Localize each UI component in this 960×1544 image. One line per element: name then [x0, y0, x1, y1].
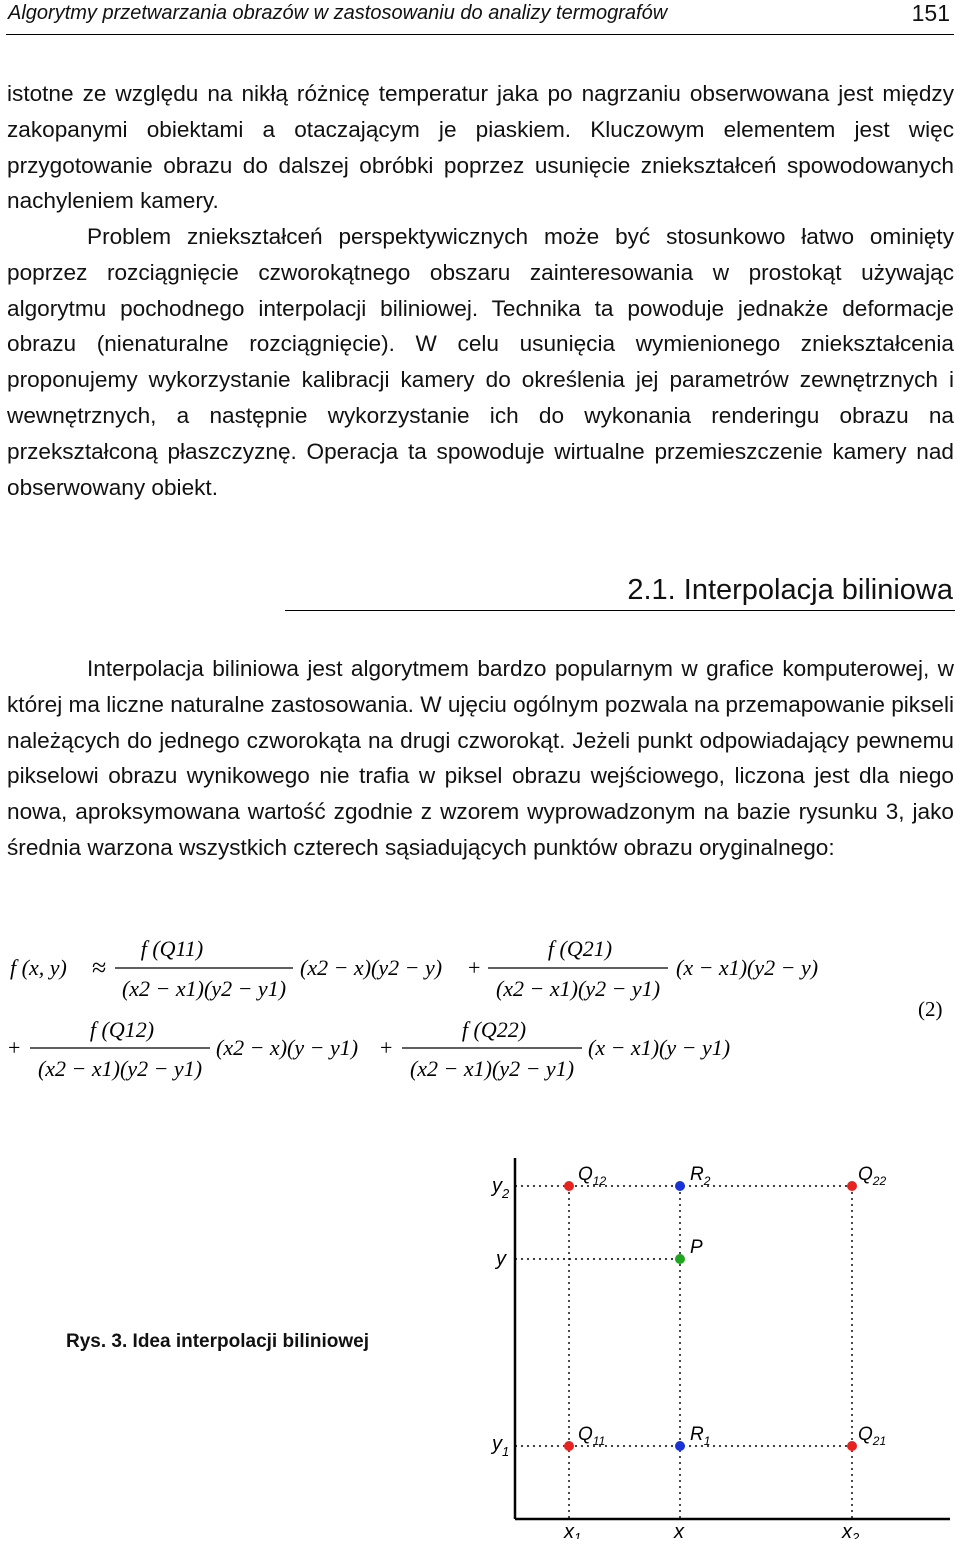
point-R2 [675, 1181, 685, 1191]
paragraph-3: Interpolacja biliniowa jest algorytmem bardzo popularnym w grafice komputerowej, w której ma liczne naturalne zastosowania. W ujęciu ogólnym pozwala na przemapowanie pikseli należących do jednego czworokąta na drugi czworokąt. Jeżeli punkt odpowiadający pewnemu pikselowi obrazu wynikowego nie trafia w piksel obrazu wejściowego, liczona jest dla niego nowa, aproksymowana wartość zgodnie z wzorem wyprowadzonym na bazie rysunku 3, jako średnia warzona wszystkich czterech sąsiadujących punktów obrazu oryginalnego: [7, 656, 954, 860]
label-Q22: $Q_{22}$ [858, 1164, 887, 1188]
label-y2-text: y [492, 1175, 502, 1197]
point-Q11 [564, 1441, 574, 1451]
header-title: Algorytmy przetwarzania obrazów w zastosowaniu do analizy termografów [8, 2, 668, 24]
eq-lhs: f (x, y) [10, 955, 67, 980]
eq-t4-den: (x2 − x1)(y2 − y1) [409, 1056, 575, 1081]
eq-t2-num: f (Q21) [547, 936, 613, 961]
eq-t2-factor: (x − x1)(y2 − y) [676, 955, 819, 980]
page-number: 151 [911, 0, 950, 26]
label-R2: $R_2$ [690, 1164, 711, 1188]
eq-t1-den: (x2 − x1)(y2 − y1) [121, 976, 287, 1001]
figure-bilinear [440, 1150, 960, 1539]
label-Q21: $Q_{21}$ [858, 1424, 887, 1448]
label-P: P [690, 1237, 703, 1258]
section-heading [285, 570, 955, 611]
eq-t1-factor: (x2 − x)(y2 − y) [300, 955, 443, 980]
label-y2: $y_2$ [492, 1175, 510, 1201]
eq-approx: ≈ [92, 953, 107, 982]
label-Q11: $Q_{11}$ [578, 1424, 606, 1448]
equation-2 [0, 930, 960, 1090]
label-x1: $x_1$ [564, 1521, 582, 1539]
eq-t1-num: f (Q11) [140, 936, 204, 961]
label-y: y [496, 1248, 506, 1270]
eq-plus-3: + [380, 1035, 393, 1060]
paragraph-2: Problem zniekształceń perspektywicznych może być stosunkowo łatwo ominięty poprzez rozciągnięcie czworokątnego obszaru zainteresowania w prostokąt używając algorytmu pochodnego interpolacji biliniowej. Technika ta powoduje jednakże deformacje obrazu (nienaturalne rozciągnięcie). W celu usunięcia wymienionego zniekształcenia proponujemy wykorzystanie kalibracji kamery do określenia jej parametrów zewnętrznych i wewnętrznych, a następnie wykorzystanie ich do wykonania renderingu obrazu na przekształconą płaszczyznę. Operacja ta spowoduje wirtualne przemieszczenie kamery nad obserwowany obiekt. [7, 224, 954, 500]
label-x2: $x_2$ [842, 1521, 860, 1539]
eq-number: (2) [918, 997, 943, 1021]
point-Q22 [847, 1181, 857, 1191]
eq-plus-2: + [8, 1035, 21, 1060]
section-title: 2.1. Interpolacja biliniowa [627, 574, 953, 606]
point-Q21 [847, 1441, 857, 1451]
paragraph-1: istotne ze względu na nikłą różnicę temperatur jaka po nagrzaniu obserwowana jest między zakopanymi obiektami a otaczającym je piaskiem. Kluczowym elementem jest więc przygotowanie obrazu do dalszej obróbki poprzez usunięcie zniekształceń spowodowanych nachyleniem kamery. [7, 81, 954, 214]
point-P [675, 1254, 685, 1264]
eq-t3-num: f (Q12) [89, 1017, 155, 1042]
eq-t3-factor: (x2 − x)(y − y1) [216, 1035, 359, 1060]
label-R1: $R_1$ [690, 1424, 711, 1448]
label-x: x [674, 1521, 684, 1539]
label-Q12: $Q_{12}$ [578, 1164, 607, 1188]
label-y1: $y_1$ [492, 1433, 510, 1459]
eq-plus-1: + [468, 955, 481, 980]
eq-t4-factor: (x − x1)(y − y1) [588, 1035, 731, 1060]
eq-t3-den: (x2 − x1)(y2 − y1) [37, 1056, 203, 1081]
eq-t2-den: (x2 − x1)(y2 − y1) [495, 976, 661, 1001]
figure-caption: Rys. 3. Idea interpolacji biliniowej [66, 1331, 370, 1352]
eq-t4-num: f (Q22) [461, 1017, 527, 1042]
point-Q12 [564, 1181, 574, 1191]
running-header [6, 0, 954, 35]
point-R1 [675, 1441, 685, 1451]
